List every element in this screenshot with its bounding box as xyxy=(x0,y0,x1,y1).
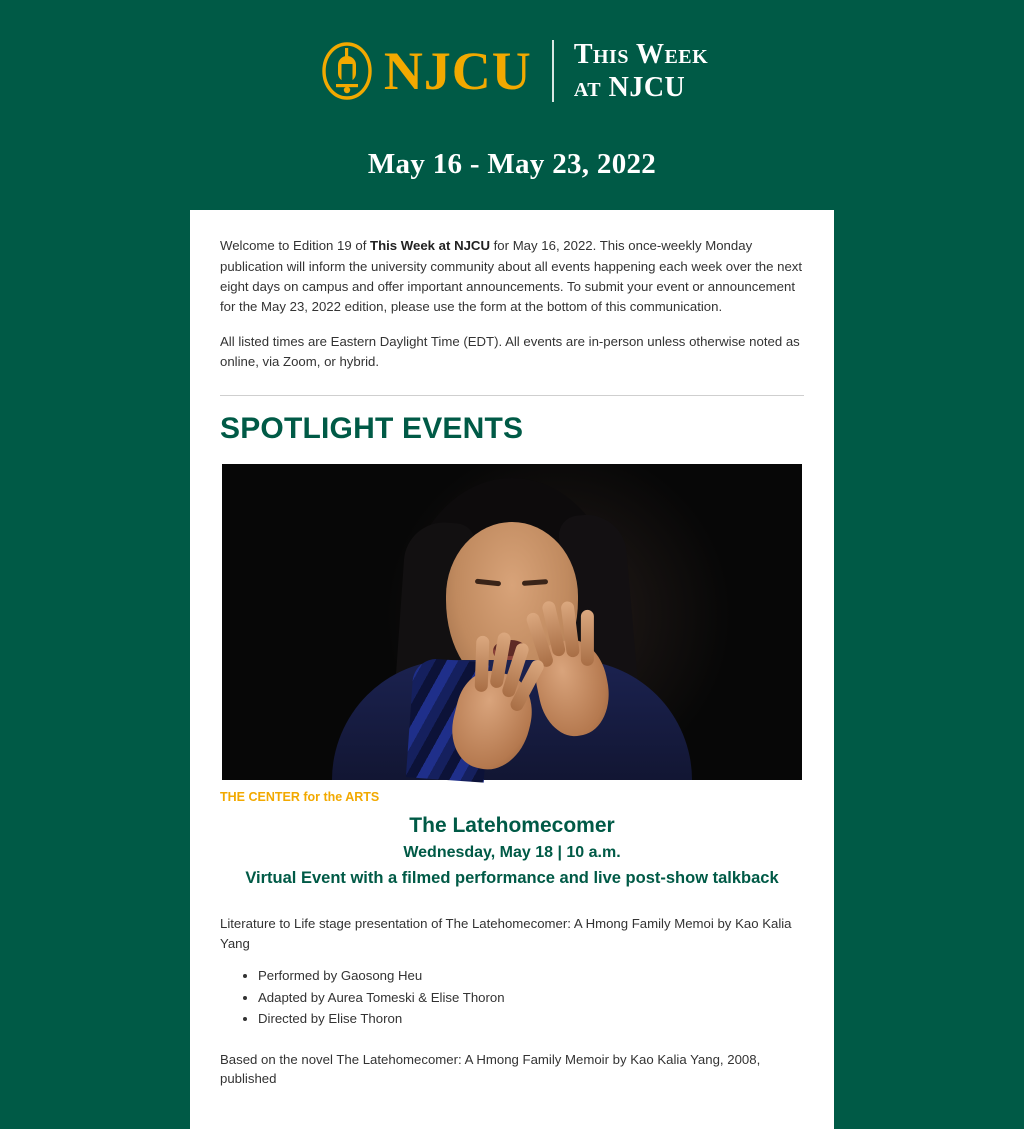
list-item: • Adapted by Aurea Tomeski & Elise Thoron xyxy=(258,987,804,1008)
event-credits-list xyxy=(220,965,804,1029)
intro-p1-bold: This Week at NJCU xyxy=(370,238,490,254)
intro-p1-pre: Welcome to Edition 19 of xyxy=(220,238,371,254)
page-title: SPOTLIGHT EVENTS xyxy=(220,411,524,445)
event-format: Virtual Event with a filmed performance and live post-show talkback xyxy=(245,868,779,887)
masthead xyxy=(0,0,1024,104)
event-title[interactable]: The Latehomecomer xyxy=(409,813,615,837)
njcu-crest-icon xyxy=(316,40,378,102)
tagline-line-2: at NJCU xyxy=(573,72,686,104)
spotlight-photo xyxy=(222,464,802,780)
njcu-logo[interactable] xyxy=(316,38,708,104)
tagline-line-1: This Week xyxy=(573,39,709,70)
intro-paragraph-2: All listed times are Eastern Daylight Time (EDT). All events are in-person unless otherwise noted as online, via Zoom, or hybrid. xyxy=(220,333,800,370)
intro-paragraph-1 xyxy=(220,236,804,318)
event-kicker: THE CENTER for the ARTS xyxy=(220,789,380,804)
event-datetime: Wednesday, May 18 | 10 a.m. xyxy=(403,843,621,861)
event-footnote: Based on the novel The Latehomecomer: A Hmong Family Memoir by Kao Kalia Yang, 2008, published xyxy=(220,1051,761,1087)
masthead-divider xyxy=(552,40,554,102)
intro-block xyxy=(220,236,804,373)
njcu-wordmark: NJCU xyxy=(383,41,532,102)
section-divider xyxy=(220,395,804,396)
date-range: May 16 - May 23, 2022 xyxy=(367,148,657,181)
intro-p1-post: for May 16, 2022. This once-weekly Monday publication will inform the university community about all events happening each week over the next eight days on campus and offer important announcements. To submit your event or announcement for the May 23, 2022 edition, please use the form at the bottom of this communication. xyxy=(220,238,803,315)
list-item: • Performed by Gaosong Heu xyxy=(258,965,804,986)
event-description: Literature to Life stage presentation of The Latehomecomer: A Hmong Family Memoi by Kao Kalia Yang xyxy=(220,915,792,951)
masthead-tagline xyxy=(574,38,708,104)
newsletter-card xyxy=(190,210,834,1129)
list-item: • Directed by Elise Thoron xyxy=(258,1008,804,1029)
